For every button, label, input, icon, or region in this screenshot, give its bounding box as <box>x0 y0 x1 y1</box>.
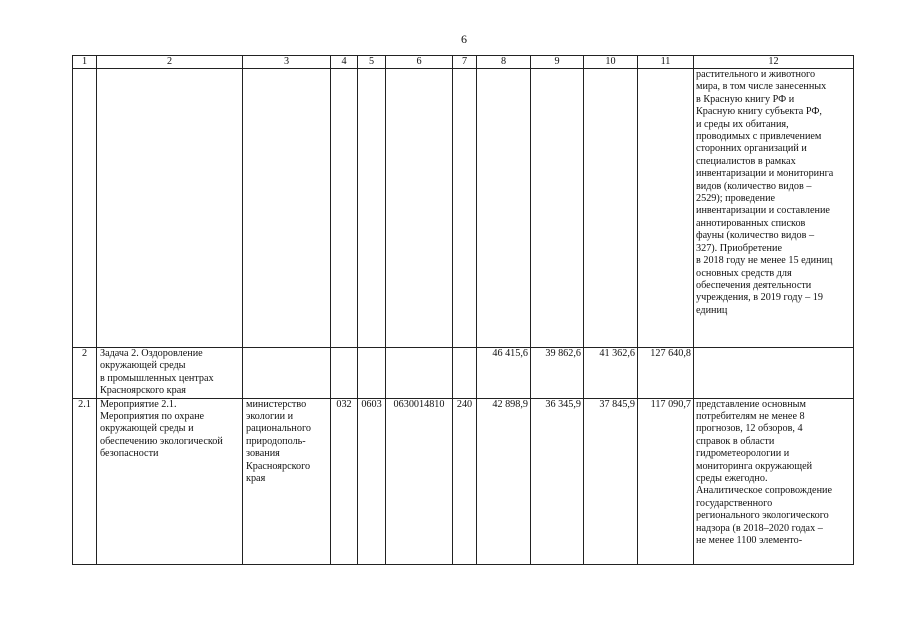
amount-2020: 37 845,9 <box>584 398 638 564</box>
amount-2018: 46 415,6 <box>477 348 531 399</box>
header-cell: 3 <box>243 56 331 69</box>
executor <box>243 69 331 348</box>
executor <box>243 348 331 399</box>
section-code <box>358 348 386 399</box>
row-number: 2 <box>73 348 97 399</box>
task-name: Мероприятие 2.1. Мероприятия по охране окружающей среды и обеспечению экологической безопасности <box>97 398 243 564</box>
table-row <box>73 348 854 399</box>
grbs-code: 032 <box>331 398 358 564</box>
task-name: Задача 2. Оздоровление окружающей среды в промышленных центрах Красноярского края <box>97 348 243 399</box>
section-code: 0603 <box>358 398 386 564</box>
target-article <box>386 69 453 348</box>
table-header-row <box>73 56 854 69</box>
header-cell: 12 <box>694 56 854 69</box>
header-cell: 6 <box>386 56 453 69</box>
table-row <box>73 398 854 564</box>
amount-2018 <box>477 69 531 348</box>
header-cell: 11 <box>638 56 694 69</box>
header-cell: 1 <box>73 56 97 69</box>
expense-type <box>453 69 477 348</box>
amount-2020 <box>584 69 638 348</box>
expected-result: представление основным потребителям не менее 8 прогнозов, 12 обзоров, 4 справок в области гидрометеорологии и мониторинга окружающей среды ежегодно. Аналитическое сопровождение государственного регионального экологического надзора (в 2018–2020 годах – не менее 1100 элементо- <box>694 398 854 564</box>
amount-2019 <box>531 69 584 348</box>
section-code <box>358 69 386 348</box>
header-cell: 10 <box>584 56 638 69</box>
target-article <box>386 348 453 399</box>
expected-result <box>694 348 854 399</box>
grbs-code <box>331 69 358 348</box>
expense-type <box>453 348 477 399</box>
budget-table <box>72 55 854 565</box>
executor: министерство экологии и рационального природополь- зования Красноярского края <box>243 398 331 564</box>
header-cell: 7 <box>453 56 477 69</box>
header-cell: 2 <box>97 56 243 69</box>
amount-2019: 39 862,6 <box>531 348 584 399</box>
amount-total: 127 640,8 <box>638 348 694 399</box>
amount-total <box>638 69 694 348</box>
expected-result: растительного и животного мира, в том числе занесенных в Красную книгу РФ и Красную книгу субъекта РФ, и среды их обитания, проводимых с привлечением сторонних организаций и специалистов в рамках инвентаризации и мониторинга видов (количество видов – 2529); проведение инвентаризации и составление аннотированных списков фауны (количество видов – 327). Приобретение в 2018 году не менее 15 единиц основных средств для обеспечения деятельности учреждения, в 2019 году – 19 единиц <box>694 69 854 348</box>
amount-total: 117 090,7 <box>638 398 694 564</box>
amount-2020: 41 362,6 <box>584 348 638 399</box>
header-cell: 9 <box>531 56 584 69</box>
page-number: 6 <box>461 32 467 46</box>
header-cell: 5 <box>358 56 386 69</box>
header-cell: 8 <box>477 56 531 69</box>
header-cell: 4 <box>331 56 358 69</box>
grbs-code <box>331 348 358 399</box>
row-number: 2.1 <box>73 398 97 564</box>
task-name <box>97 69 243 348</box>
expense-type: 240 <box>453 398 477 564</box>
row-number <box>73 69 97 348</box>
target-article: 0630014810 <box>386 398 453 564</box>
amount-2019: 36 345,9 <box>531 398 584 564</box>
table-row <box>73 69 854 348</box>
amount-2018: 42 898,9 <box>477 398 531 564</box>
